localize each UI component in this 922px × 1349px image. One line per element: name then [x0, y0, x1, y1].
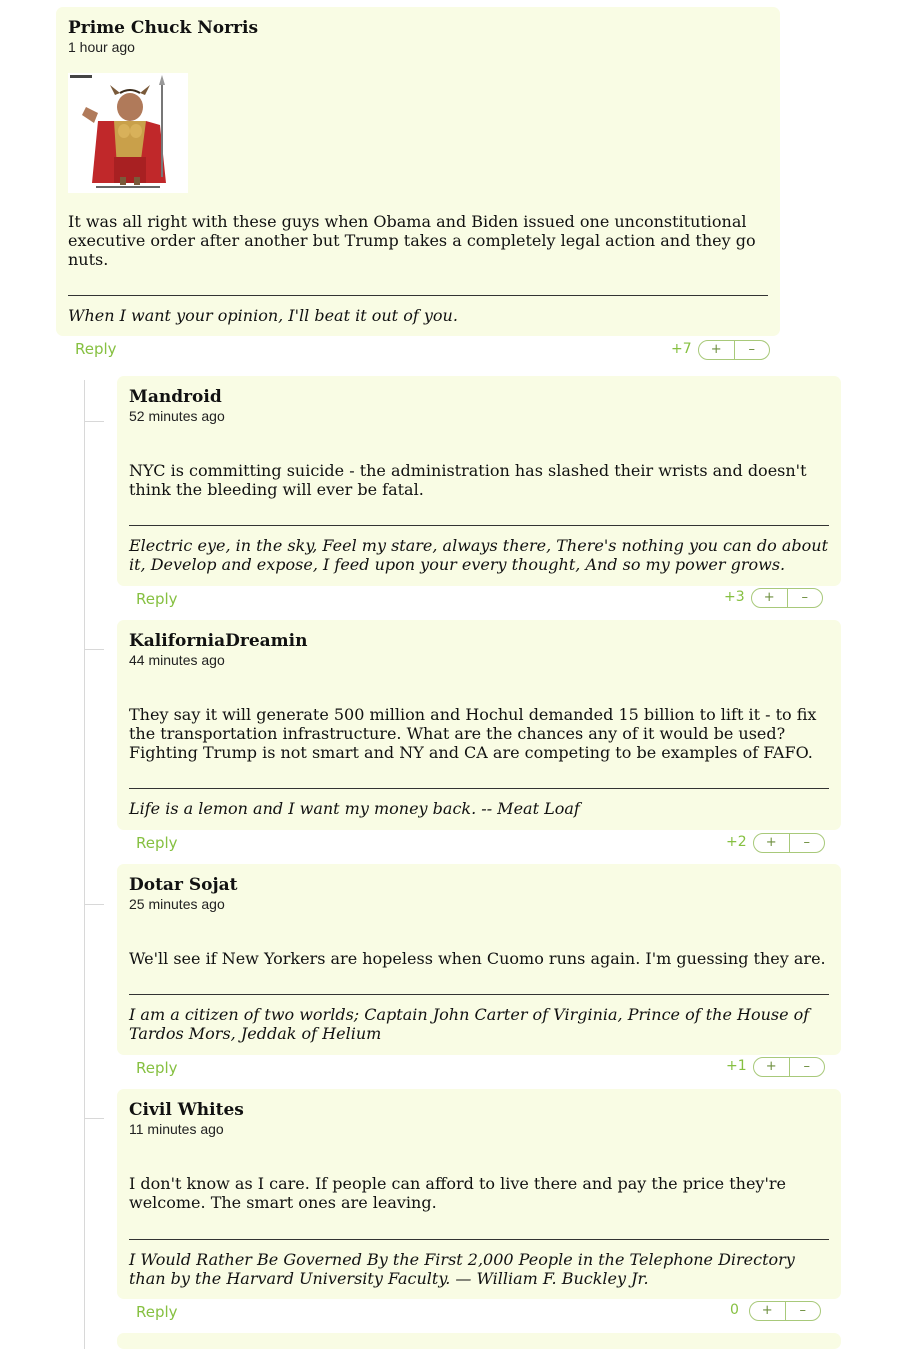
comment-body: I don't know as I care. If people can afford to live there and pay the price they're welcome. The smart ones are leaving. — [129, 1174, 786, 1212]
comment-card — [117, 376, 841, 586]
comment-time[interactable]: 52 minutes ago — [129, 408, 225, 424]
upvote-button[interactable]: + — [761, 1303, 773, 1318]
comment-card — [117, 1089, 841, 1299]
downvote-button[interactable]: – — [789, 1058, 825, 1076]
downvote-button[interactable]: – — [734, 341, 770, 359]
comment-body: NYC is committing suicide - the administration has slashed their wrists and doesn't think the bleeding will ever be fatal. — [129, 461, 807, 499]
downvote-button[interactable]: – — [789, 834, 825, 852]
comment-card — [56, 7, 780, 336]
thread-branch — [84, 1118, 104, 1119]
downvote-button[interactable]: – — [787, 589, 823, 607]
thread-line — [84, 380, 85, 1349]
comment-signature: Life is a lemon and I want my money back. -- Meat Loaf — [129, 799, 580, 818]
comment-time[interactable]: 44 minutes ago — [129, 652, 225, 668]
vote-controls — [751, 588, 823, 608]
comment-signature: I am a citizen of two worlds; Captain John Carter of Virginia, Prince of the House of Tardos Mors, Jeddak of Helium — [129, 1005, 810, 1043]
thread-branch — [84, 421, 104, 422]
comment-body: We'll see if New Yorkers are hopeless when Cuomo runs again. I'm guessing they are. — [129, 949, 826, 968]
comment-signature: When I want your opinion, I'll beat it out of you. — [68, 306, 458, 325]
upvote-button[interactable]: + — [710, 342, 722, 357]
vote-controls — [753, 833, 825, 853]
vote-controls — [753, 1057, 825, 1077]
vote-score: +2 — [726, 834, 747, 850]
comment-author[interactable]: Dotar Sojat — [129, 875, 238, 895]
signature-divider — [129, 525, 829, 526]
comment-signature: Electric eye, in the sky, Feel my stare, always there, There's nothing you can do about it, Develop and expose, I feed upon your every thought, And so my power grows. — [129, 536, 828, 574]
reply-button[interactable]: Reply — [136, 590, 178, 608]
vote-controls — [749, 1301, 821, 1321]
signature-divider — [68, 295, 768, 296]
thread-branch — [84, 649, 104, 650]
upvote-button[interactable]: + — [765, 1059, 777, 1074]
comment-author[interactable]: KaliforniaDreamin — [129, 631, 308, 651]
signature-divider — [129, 788, 829, 789]
comment-time[interactable]: 1 hour ago — [68, 39, 135, 55]
vote-score: +7 — [671, 341, 692, 357]
upvote-button[interactable]: + — [765, 835, 777, 850]
vote-score: +3 — [724, 589, 745, 605]
comment-author[interactable]: Prime Chuck Norris — [68, 18, 259, 38]
reply-button[interactable]: Reply — [136, 1059, 178, 1077]
comment-body: They say it will generate 500 million and Hochul demanded 15 billion to lift it - to fix the transportation infrastructure. What are the chances any of it would be used? Fighting Trump is not smart and NY and CA are competing to be examples of FAFO. — [129, 705, 817, 762]
vote-score: +1 — [726, 1058, 747, 1074]
comment-author[interactable]: Mandroid — [129, 387, 222, 407]
comment-card-partial — [117, 1333, 841, 1349]
reply-button[interactable]: Reply — [75, 340, 117, 358]
signature-divider — [129, 994, 829, 995]
comment-time[interactable]: 25 minutes ago — [129, 896, 225, 912]
downvote-button[interactable]: – — [785, 1302, 821, 1320]
comment-card — [117, 864, 841, 1055]
comment-card — [117, 620, 841, 830]
comment-signature: I Would Rather Be Governed By the First 2,000 People in the Telephone Directory than by the Harvard University Faculty. — William F. Buckley Jr. — [129, 1250, 795, 1288]
cartoon-emperor-image[interactable] — [68, 73, 188, 193]
comment-author[interactable]: Civil Whites — [129, 1100, 244, 1120]
vote-score: 0 — [730, 1302, 739, 1318]
thread-branch — [84, 904, 104, 905]
reply-button[interactable]: Reply — [136, 1303, 178, 1321]
reply-button[interactable]: Reply — [136, 834, 178, 852]
comment-body: It was all right with these guys when Obama and Biden issued one unconstitutional executive order after another but Trump takes a completely legal action and they go nuts. — [68, 212, 756, 269]
comment-time[interactable]: 11 minutes ago — [129, 1121, 224, 1137]
upvote-button[interactable]: + — [763, 590, 775, 605]
vote-controls — [698, 340, 770, 360]
signature-divider — [129, 1239, 829, 1240]
